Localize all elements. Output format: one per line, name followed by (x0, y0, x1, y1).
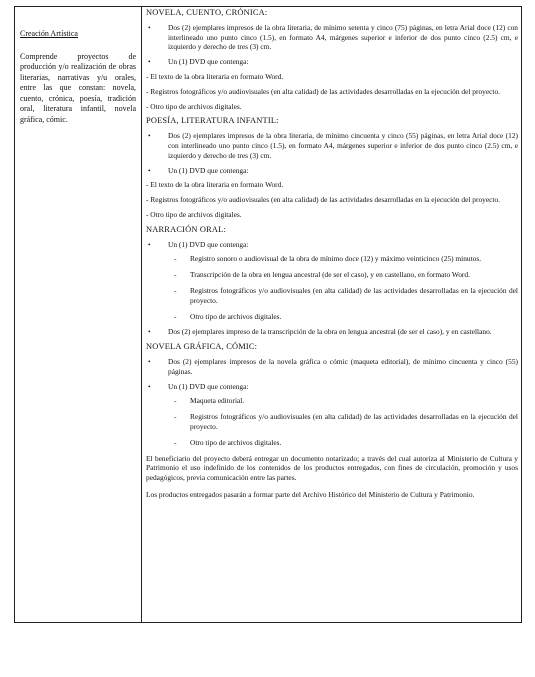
list-item-text: Dos (2) ejemplares impresos de la novela gráfica o cómic (maqueta editorial), de mínimo cincuenta y cinco (55) páginas. (168, 356, 518, 376)
dash-icon: - (174, 285, 177, 295)
sub-list-item-text: Otro tipo de archivos digitales. (190, 437, 282, 447)
bullet-icon: • (148, 131, 151, 141)
sub-list-item-text: Registros fotográficos y/o audiovisuales (en alta calidad) de las actividades desarrolladas en la ejecución del proyecto. (190, 412, 518, 431)
sub-list-item-text: Otro tipo de archivos digitales. (190, 311, 282, 321)
list-item (146, 131, 518, 160)
dvd-content-line: - Registros fotográficos y/o audiovisuales (en alta calidad) de las actividades desarrolladas en la ejecución del proyecto. (146, 195, 501, 205)
sub-list-item-text: Registros fotográficos y/o audiovisuales (en alta calidad) de las actividades desarrolladas en la ejecución del proyecto. (190, 285, 518, 305)
sub-list-item (146, 412, 518, 432)
sub-list-item (146, 254, 518, 264)
list-item (146, 166, 518, 176)
column-divider (141, 7, 142, 622)
dash-icon: - (174, 270, 177, 280)
list-item (146, 382, 518, 392)
section-heading-comic: NOVELA GRÁFICA, CÓMIC: (146, 342, 258, 352)
bullet-icon: • (148, 57, 151, 67)
list-item (146, 357, 518, 377)
sub-list-item (146, 312, 518, 322)
sub-list-item (146, 286, 518, 306)
list-item-text: Un (1) DVD que contenga: (168, 165, 249, 175)
closing-paragraph: Los productos entregados pasarán a formar parte del Archivo Histórico del Ministerio de Cultura y Patrimonio. (146, 489, 475, 499)
bullet-icon: • (148, 165, 151, 175)
requirements-table (14, 6, 522, 623)
list-item-text: Un (1) DVD que contenga: (168, 239, 249, 249)
dash-icon: - (174, 437, 177, 447)
bullet-icon: • (148, 327, 151, 337)
dash-icon: - (174, 396, 177, 406)
dash-icon: - (174, 412, 177, 422)
dvd-content-line: - Registros fotográficos y/o audiovisuales (en alta calidad) de las actividades desarrolladas en la ejecución del proyecto. (146, 86, 501, 96)
list-item (146, 327, 518, 337)
list-item (146, 57, 518, 67)
section-heading-narracion: NARRACIÓN ORAL: (146, 224, 227, 234)
dvd-content-line: - Otro tipo de archivos digitales. (146, 209, 242, 219)
category-description: Comprende proyectos de producción y/o realización de obras literarias, narrativas y/u orales, entre las que constan: novela, cuento, crónica, poesía, tradición oral, literatura infantil, novela gráfica, cómic. (20, 51, 136, 124)
bullet-icon: • (148, 356, 151, 366)
sub-list-item (146, 396, 518, 406)
requirements-column (146, 8, 518, 507)
list-item-text: Dos (2) ejemplares impreso de la transcripción de la obra en lengua ancestral (de ser el caso), y en castellano. (168, 327, 492, 337)
sub-list-item-text: Registro sonoro o audiovisual de la obra de mínimo doce (12) y máximo veinticinco (25) minutos. (190, 254, 482, 264)
list-item (146, 240, 518, 250)
list-item-text: Dos (2) ejemplares impresos de la obra literaria, de mínimo setenta y cinco (75) páginas, en letra Arial doce (12) con interlineado uno punto cinco (1.5), en formato A4, márgenes superior e inferior de dos punto cinco (2.5) cm, e izquierdo y derecho de tres (3) cm. (168, 22, 518, 52)
dvd-content-line: - Otro tipo de archivos digitales. (146, 101, 242, 111)
list-item (146, 23, 518, 52)
sub-list-item-text: Maqueta editorial. (190, 396, 245, 406)
sub-list-item (146, 270, 518, 280)
category-column (20, 29, 136, 125)
bullet-icon: • (148, 381, 151, 391)
dvd-content-line: - El texto de la obra literaria en formato Word. (146, 71, 284, 81)
sub-list-item (146, 438, 518, 448)
bullet-icon: • (148, 239, 151, 249)
list-item-text: Un (1) DVD que contenga: (168, 381, 249, 391)
section-heading-poesia: POESÍA, LITERATURA INFANTIL: (146, 116, 279, 126)
list-item-text: Dos (2) ejemplares impresos de la obra literaria, de mínimo cincuenta y cinco (55) páginas, en letra Arial doce (12) con interlineado uno punto cinco (1.5), en formato A4, márgenes superior e inferior de dos punto cinco (2.5) cm, e izquierdo y derecho de tres (3) cm. (168, 131, 518, 160)
dash-icon: - (174, 311, 177, 321)
category-title: Creación Artística (20, 29, 78, 38)
dash-icon: - (174, 254, 177, 264)
closing-paragraph: El beneficiario del proyecto deberá entregar un documento notarizado; a través del cual autoriza al Ministerio de Cultura y Patrimonio el uso indefinido de los contenidos de los productos entregados, con fines de circulación, promoción y usos pedagógicos, previa comunicación entre las partes. (146, 453, 518, 483)
bullet-icon: • (148, 22, 151, 32)
list-item-text: Un (1) DVD que contenga: (168, 57, 249, 67)
dvd-content-line: - El texto de la obra literaria en formato Word. (146, 180, 284, 190)
section-heading-novela: NOVELA, CUENTO, CRÓNICA: (146, 8, 268, 17)
sub-list-item-text: Transcripción de la obra en lengua ancestral (de ser el caso), y en castellano, en formato Word. (190, 270, 470, 280)
